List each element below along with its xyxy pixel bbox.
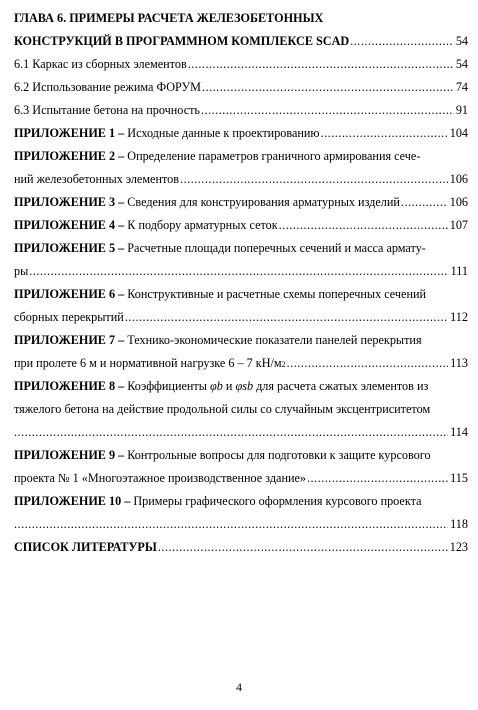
toc-title: СПИСОК ЛИТЕРАТУРЫ bbox=[14, 540, 157, 554]
toc-title: 6.2 Использование режима ФОРУМ bbox=[14, 80, 201, 94]
leader-dots bbox=[287, 352, 449, 375]
toc-page-number: 106 bbox=[449, 172, 468, 186]
toc-page-number: 54 bbox=[455, 57, 468, 71]
toc-page-number: 74 bbox=[455, 80, 468, 94]
toc-line bbox=[14, 536, 468, 559]
leader-dots bbox=[201, 99, 454, 122]
toc-line: при пролете 6 м и нормативной нагрузке 6 – 7 кН/м 2 ..... 113 bbox=[14, 352, 468, 375]
toc-title: Примеры графического оформления курсового проекта bbox=[133, 494, 422, 508]
toc-line bbox=[14, 260, 468, 283]
toc-line bbox=[14, 375, 468, 398]
toc-line bbox=[14, 30, 468, 53]
toc-line bbox=[14, 490, 468, 513]
toc-page-number: 91 bbox=[455, 103, 468, 117]
leader-dots bbox=[279, 214, 448, 237]
phi-sb-symbol: φsb bbox=[235, 379, 254, 393]
leader-dots bbox=[321, 122, 448, 145]
toc-line bbox=[14, 214, 468, 237]
toc-page-number: 123 bbox=[449, 540, 468, 554]
toc-page-number: 104 bbox=[449, 126, 468, 140]
toc-line bbox=[14, 191, 468, 214]
leader-dots bbox=[202, 76, 454, 99]
toc-entry-appendix-6 bbox=[14, 283, 468, 329]
table-of-contents bbox=[14, 7, 468, 559]
toc-title: Сведения для конструирования арматурных изделий bbox=[127, 195, 400, 209]
toc-page-number: 112 bbox=[450, 310, 468, 324]
toc-line bbox=[14, 513, 468, 536]
toc-line bbox=[14, 398, 468, 421]
toc-entry-chapter-6 bbox=[14, 7, 468, 53]
toc-title-continued: сборных перекрытий bbox=[14, 310, 124, 324]
appendix-label: ПРИЛОЖЕНИЕ 10 – bbox=[14, 494, 131, 508]
toc-line bbox=[14, 237, 468, 260]
toc-title: для расчета сжатых элементов из bbox=[253, 379, 429, 393]
toc-title-continued: ний железобетонных элементов bbox=[14, 172, 180, 186]
leader-dots bbox=[188, 53, 454, 76]
leader-dots bbox=[401, 191, 448, 214]
toc-line bbox=[14, 306, 468, 329]
toc-entry-appendix-5 bbox=[14, 237, 468, 283]
toc-title: Технико-экономические показатели панелей перекрытия bbox=[127, 333, 422, 347]
toc-title: Контрольные вопросы для подготовки к защите курсового bbox=[127, 448, 431, 462]
toc-title-continued: ры bbox=[14, 264, 29, 278]
toc-entry-appendix-8 bbox=[14, 375, 468, 444]
toc-title: ГЛАВА 6. ПРИМЕРЫ РАСЧЕТА ЖЕЛЕЗОБЕТОННЫХ bbox=[14, 11, 324, 25]
toc-page-number: 106 bbox=[449, 195, 468, 209]
toc-page-number: 118 bbox=[450, 517, 468, 531]
leader-dots bbox=[158, 536, 448, 559]
toc-title: Исходные данные к проектированию bbox=[127, 126, 320, 140]
toc-entry-appendix-9 bbox=[14, 444, 468, 490]
appendix-label: ПРИЛОЖЕНИЕ 9 – bbox=[14, 448, 125, 462]
toc-entry-literature bbox=[14, 536, 468, 559]
toc-line bbox=[14, 421, 468, 444]
appendix-label: ПРИЛОЖЕНИЕ 5 – bbox=[14, 241, 125, 255]
appendix-label: ПРИЛОЖЕНИЕ 7 – bbox=[14, 333, 125, 347]
toc-line bbox=[14, 7, 468, 30]
toc-entry-appendix-3 bbox=[14, 191, 468, 214]
toc-entry-appendix-1 bbox=[14, 122, 468, 145]
toc-title: Расчетные площади поперечных сечений и масса армату- bbox=[127, 241, 426, 255]
toc-page-number: 114 bbox=[450, 425, 468, 439]
toc-title: 6.3 Испытание бетона на прочность bbox=[14, 103, 200, 117]
leader-dots bbox=[29, 260, 448, 283]
toc-line bbox=[14, 168, 468, 191]
toc-line bbox=[14, 283, 468, 306]
leader-dots bbox=[350, 30, 454, 53]
leader-dots bbox=[14, 513, 448, 536]
toc-page-number: 115 bbox=[450, 471, 468, 485]
leader-dots bbox=[125, 306, 448, 329]
toc-line bbox=[14, 76, 468, 99]
toc-title: Коэффициенты bbox=[127, 379, 210, 393]
page-number: 4 bbox=[236, 680, 242, 694]
toc-page-number: 111 bbox=[450, 264, 468, 278]
phi-b-symbol: φb bbox=[209, 379, 223, 393]
leader-dots bbox=[307, 467, 448, 490]
appendix-label: ПРИЛОЖЕНИЕ 4 – bbox=[14, 218, 125, 232]
toc-entry-appendix-10 bbox=[14, 490, 468, 536]
toc-line bbox=[14, 145, 468, 168]
appendix-label: ПРИЛОЖЕНИЕ 6 – bbox=[14, 287, 125, 301]
toc-page-number: 113 bbox=[450, 356, 468, 370]
toc-page-number: 107 bbox=[449, 218, 468, 232]
toc-title-continued: проекта № 1 «Многоэтажное производственное здание» bbox=[14, 471, 306, 485]
toc-title: Конструктивные и расчетные схемы поперечных сечений bbox=[127, 287, 427, 301]
toc-entry-appendix-4 bbox=[14, 214, 468, 237]
appendix-label: ПРИЛОЖЕНИЕ 2 – bbox=[14, 149, 125, 163]
toc-entry-appendix-7 bbox=[14, 329, 468, 375]
toc-entry-6-2 bbox=[14, 76, 468, 99]
toc-line bbox=[14, 329, 468, 352]
toc-line bbox=[14, 53, 468, 76]
appendix-label: ПРИЛОЖЕНИЕ 3 – bbox=[14, 195, 125, 209]
appendix-label: ПРИЛОЖЕНИЕ 1 – bbox=[14, 126, 125, 140]
toc-title: КОНСТРУКЦИЙ В ПРОГРАММНОМ КОМПЛЕКСЕ SCAD bbox=[14, 34, 350, 48]
toc-title: 6.1 Каркас из сборных элементов bbox=[14, 57, 187, 71]
leader-dots bbox=[14, 421, 448, 444]
toc-title-continued: тяжелого бетона на действие продольной силы со случайным эксцентриситетом bbox=[14, 402, 431, 416]
appendix-label: ПРИЛОЖЕНИЕ 8 – bbox=[14, 379, 125, 393]
toc-title-continued: при пролете 6 м и нормативной нагрузке 6 – 7 кН/м bbox=[14, 356, 282, 370]
toc-line bbox=[14, 122, 468, 145]
toc-title: Определение параметров граничного армирования сече- bbox=[127, 149, 421, 163]
toc-line bbox=[14, 99, 468, 122]
leader-dots bbox=[180, 168, 448, 191]
toc-entry-6-1 bbox=[14, 53, 468, 76]
toc-title: К подбору арматурных сеток bbox=[127, 218, 278, 232]
toc-line bbox=[14, 444, 468, 467]
toc-line bbox=[14, 467, 468, 490]
toc-entry-6-3 bbox=[14, 99, 468, 122]
toc-page-number: 54 bbox=[455, 34, 468, 48]
toc-title: и bbox=[222, 379, 236, 393]
toc-entry-appendix-2 bbox=[14, 145, 468, 191]
